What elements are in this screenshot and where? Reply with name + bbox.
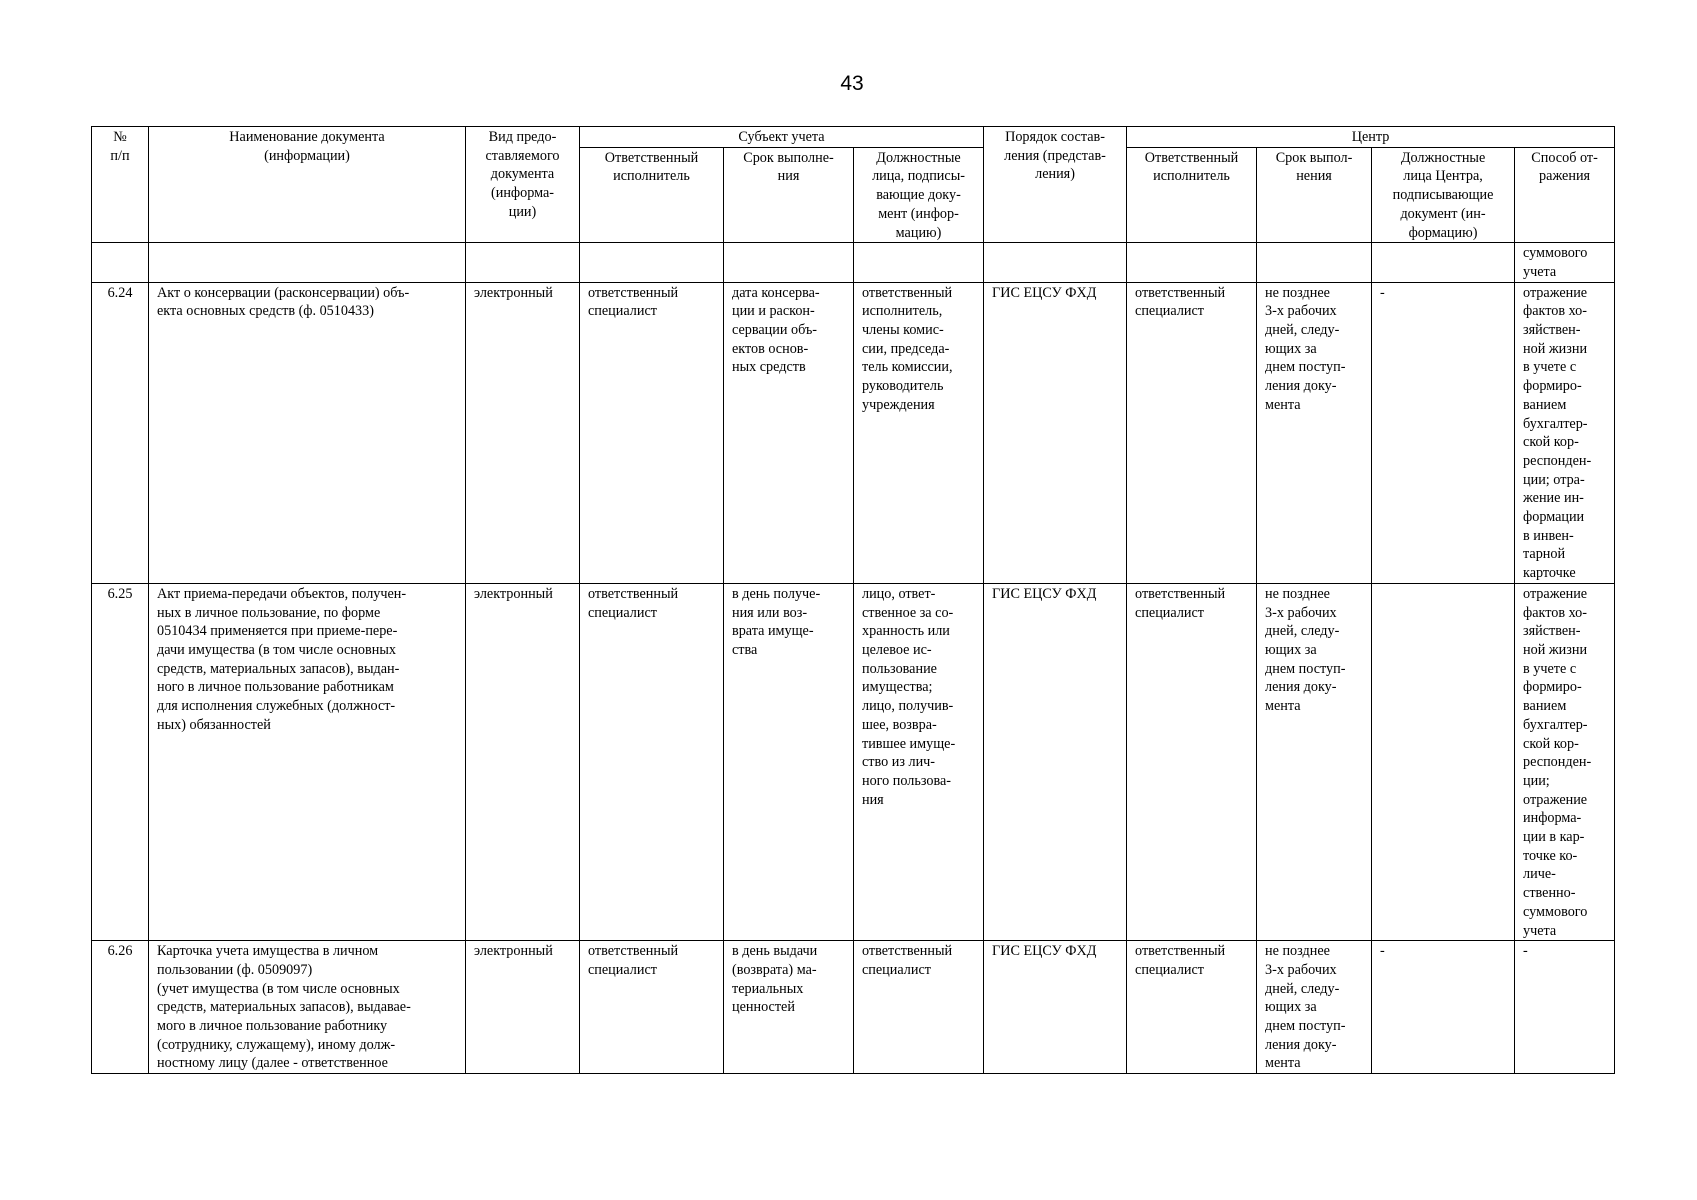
- header-order: Порядок состав- ления (представ- ления): [984, 127, 1127, 243]
- cell-document-form: электронный: [466, 583, 580, 940]
- table-row: [92, 243, 1615, 282]
- cell-subject-signers: ответственный специалист: [854, 941, 984, 1074]
- cell-subject-executor: ответственный специалист: [580, 941, 724, 1074]
- header-center-term: Срок выпол- нения: [1257, 147, 1372, 243]
- header-center-signers: Должностные лица Центра, подписывающие документ (ин- формацию): [1372, 147, 1515, 243]
- header-subject-signers: Должностные лица, подписы- вающие доку- мент (инфор- мацию): [854, 147, 984, 243]
- page-number: 43: [840, 72, 864, 95]
- cell-center-signers: [1372, 583, 1515, 940]
- table-row: [92, 583, 1615, 940]
- cell-subject-executor: [580, 243, 724, 282]
- cell-order: ГИС ЕЦСУ ФХД: [984, 282, 1127, 583]
- cell-subject-term: в день получе- ния или воз- врата имуще- ства: [724, 583, 854, 940]
- cell-reflection-method: отражение фактов хо- зяйствен- ной жизни в учете с формиро- ванием бухгалтер- ской кор- респонден- ции; отра- жение ин- формации в инвен- тарной карточке: [1515, 282, 1615, 583]
- header-subject-term: Срок выполне- ния: [724, 147, 854, 243]
- cell-center-signers: -: [1372, 941, 1515, 1074]
- cell-order: ГИС ЕЦСУ ФХД: [984, 941, 1127, 1074]
- header-document-form: Вид предо- ставляемого документа (информа- ции): [466, 127, 580, 243]
- cell-subject-signers: ответственный исполнитель, члены комис- сии, председа- тель комиссии, руководитель учреждения: [854, 282, 984, 583]
- cell-order: [984, 243, 1127, 282]
- cell-subject-executor: ответственный специалист: [580, 583, 724, 940]
- cell-num: 6.25: [92, 583, 149, 940]
- cell-subject-term: [724, 243, 854, 282]
- header-document-name: Наименование документа (информации): [149, 127, 466, 243]
- cell-reflection-method: отражение фактов хо- зяйствен- ной жизни в учете с формиро- ванием бухгалтер- ской кор- респонден- ции; отражение информа- ции в кар- точке ко- личе- ственно- суммового учета: [1515, 583, 1615, 940]
- cell-center-executor: ответственный специалист: [1127, 282, 1257, 583]
- cell-reflection-method: -: [1515, 941, 1615, 1074]
- header-subject-group: Субъект учета: [580, 127, 984, 148]
- table-header-row: [92, 127, 1615, 148]
- cell-subject-signers: [854, 243, 984, 282]
- cell-subject-term: дата консерва- ции и раскон- сервации объ- ектов основ- ных средств: [724, 282, 854, 583]
- cell-document-name: Акт приема-передачи объектов, получен- ных в личное пользование, по форме 0510434 применяется при приеме-пере- дачи имущества (в том числе основных средств, материальных запасов), выдан- ного в личное пользование работникам для исполнения служебных (должност- ных) обязанностей: [149, 583, 466, 940]
- cell-subject-executor: ответственный специалист: [580, 282, 724, 583]
- cell-document-name: [149, 243, 466, 282]
- header-center-executor: Ответственный исполнитель: [1127, 147, 1257, 243]
- cell-center-term: не позднее 3-х рабочих дней, следу- ющих за днем поступ- ления доку- мента: [1257, 282, 1372, 583]
- cell-center-signers: [1372, 243, 1515, 282]
- cell-subject-term: в день выдачи (возврата) ма- териальных ценностей: [724, 941, 854, 1074]
- table-row: [92, 282, 1615, 583]
- cell-document-form: [466, 243, 580, 282]
- cell-document-form: электронный: [466, 282, 580, 583]
- header-reflection-method: Способ от- ражения: [1515, 147, 1615, 243]
- cell-num: 6.26: [92, 941, 149, 1074]
- cell-document-name: Карточка учета имущества в личном пользовании (ф. 0509097) (учет имущества (в том числе основных средств, материальных запасов), выдавае- мого в личное пользование работнику (сотруднику, служащему), иному долж- ностному лицу (далее - ответственное: [149, 941, 466, 1074]
- cell-center-term: не позднее 3-х рабочих дней, следу- ющих за днем поступ- ления доку- мента: [1257, 941, 1372, 1074]
- cell-document-name: Акт о консервации (расконсервации) объ- екта основных средств (ф. 0510433): [149, 282, 466, 583]
- document-table: [91, 126, 1615, 1074]
- cell-subject-signers: лицо, ответ- ственное за со- хранность или целевое ис- пользование имущества; лицо, получив- шее, возвра- тившее имуще- ство из лич- ного пользова- ния: [854, 583, 984, 940]
- cell-center-executor: [1127, 243, 1257, 282]
- header-num: № п/п: [92, 127, 149, 243]
- header-subject-executor: Ответственный исполнитель: [580, 147, 724, 243]
- cell-center-executor: ответственный специалист: [1127, 583, 1257, 940]
- table-row: [92, 941, 1615, 1074]
- cell-reflection-method: суммового учета: [1515, 243, 1615, 282]
- cell-center-signers: -: [1372, 282, 1515, 583]
- cell-order: ГИС ЕЦСУ ФХД: [984, 583, 1127, 940]
- cell-num: 6.24: [92, 282, 149, 583]
- cell-document-form: электронный: [466, 941, 580, 1074]
- cell-center-term: не позднее 3-х рабочих дней, следу- ющих за днем поступ- ления доку- мента: [1257, 583, 1372, 940]
- cell-num: [92, 243, 149, 282]
- header-center-group: Центр: [1127, 127, 1615, 148]
- cell-center-executor: ответственный специалист: [1127, 941, 1257, 1074]
- cell-center-term: [1257, 243, 1372, 282]
